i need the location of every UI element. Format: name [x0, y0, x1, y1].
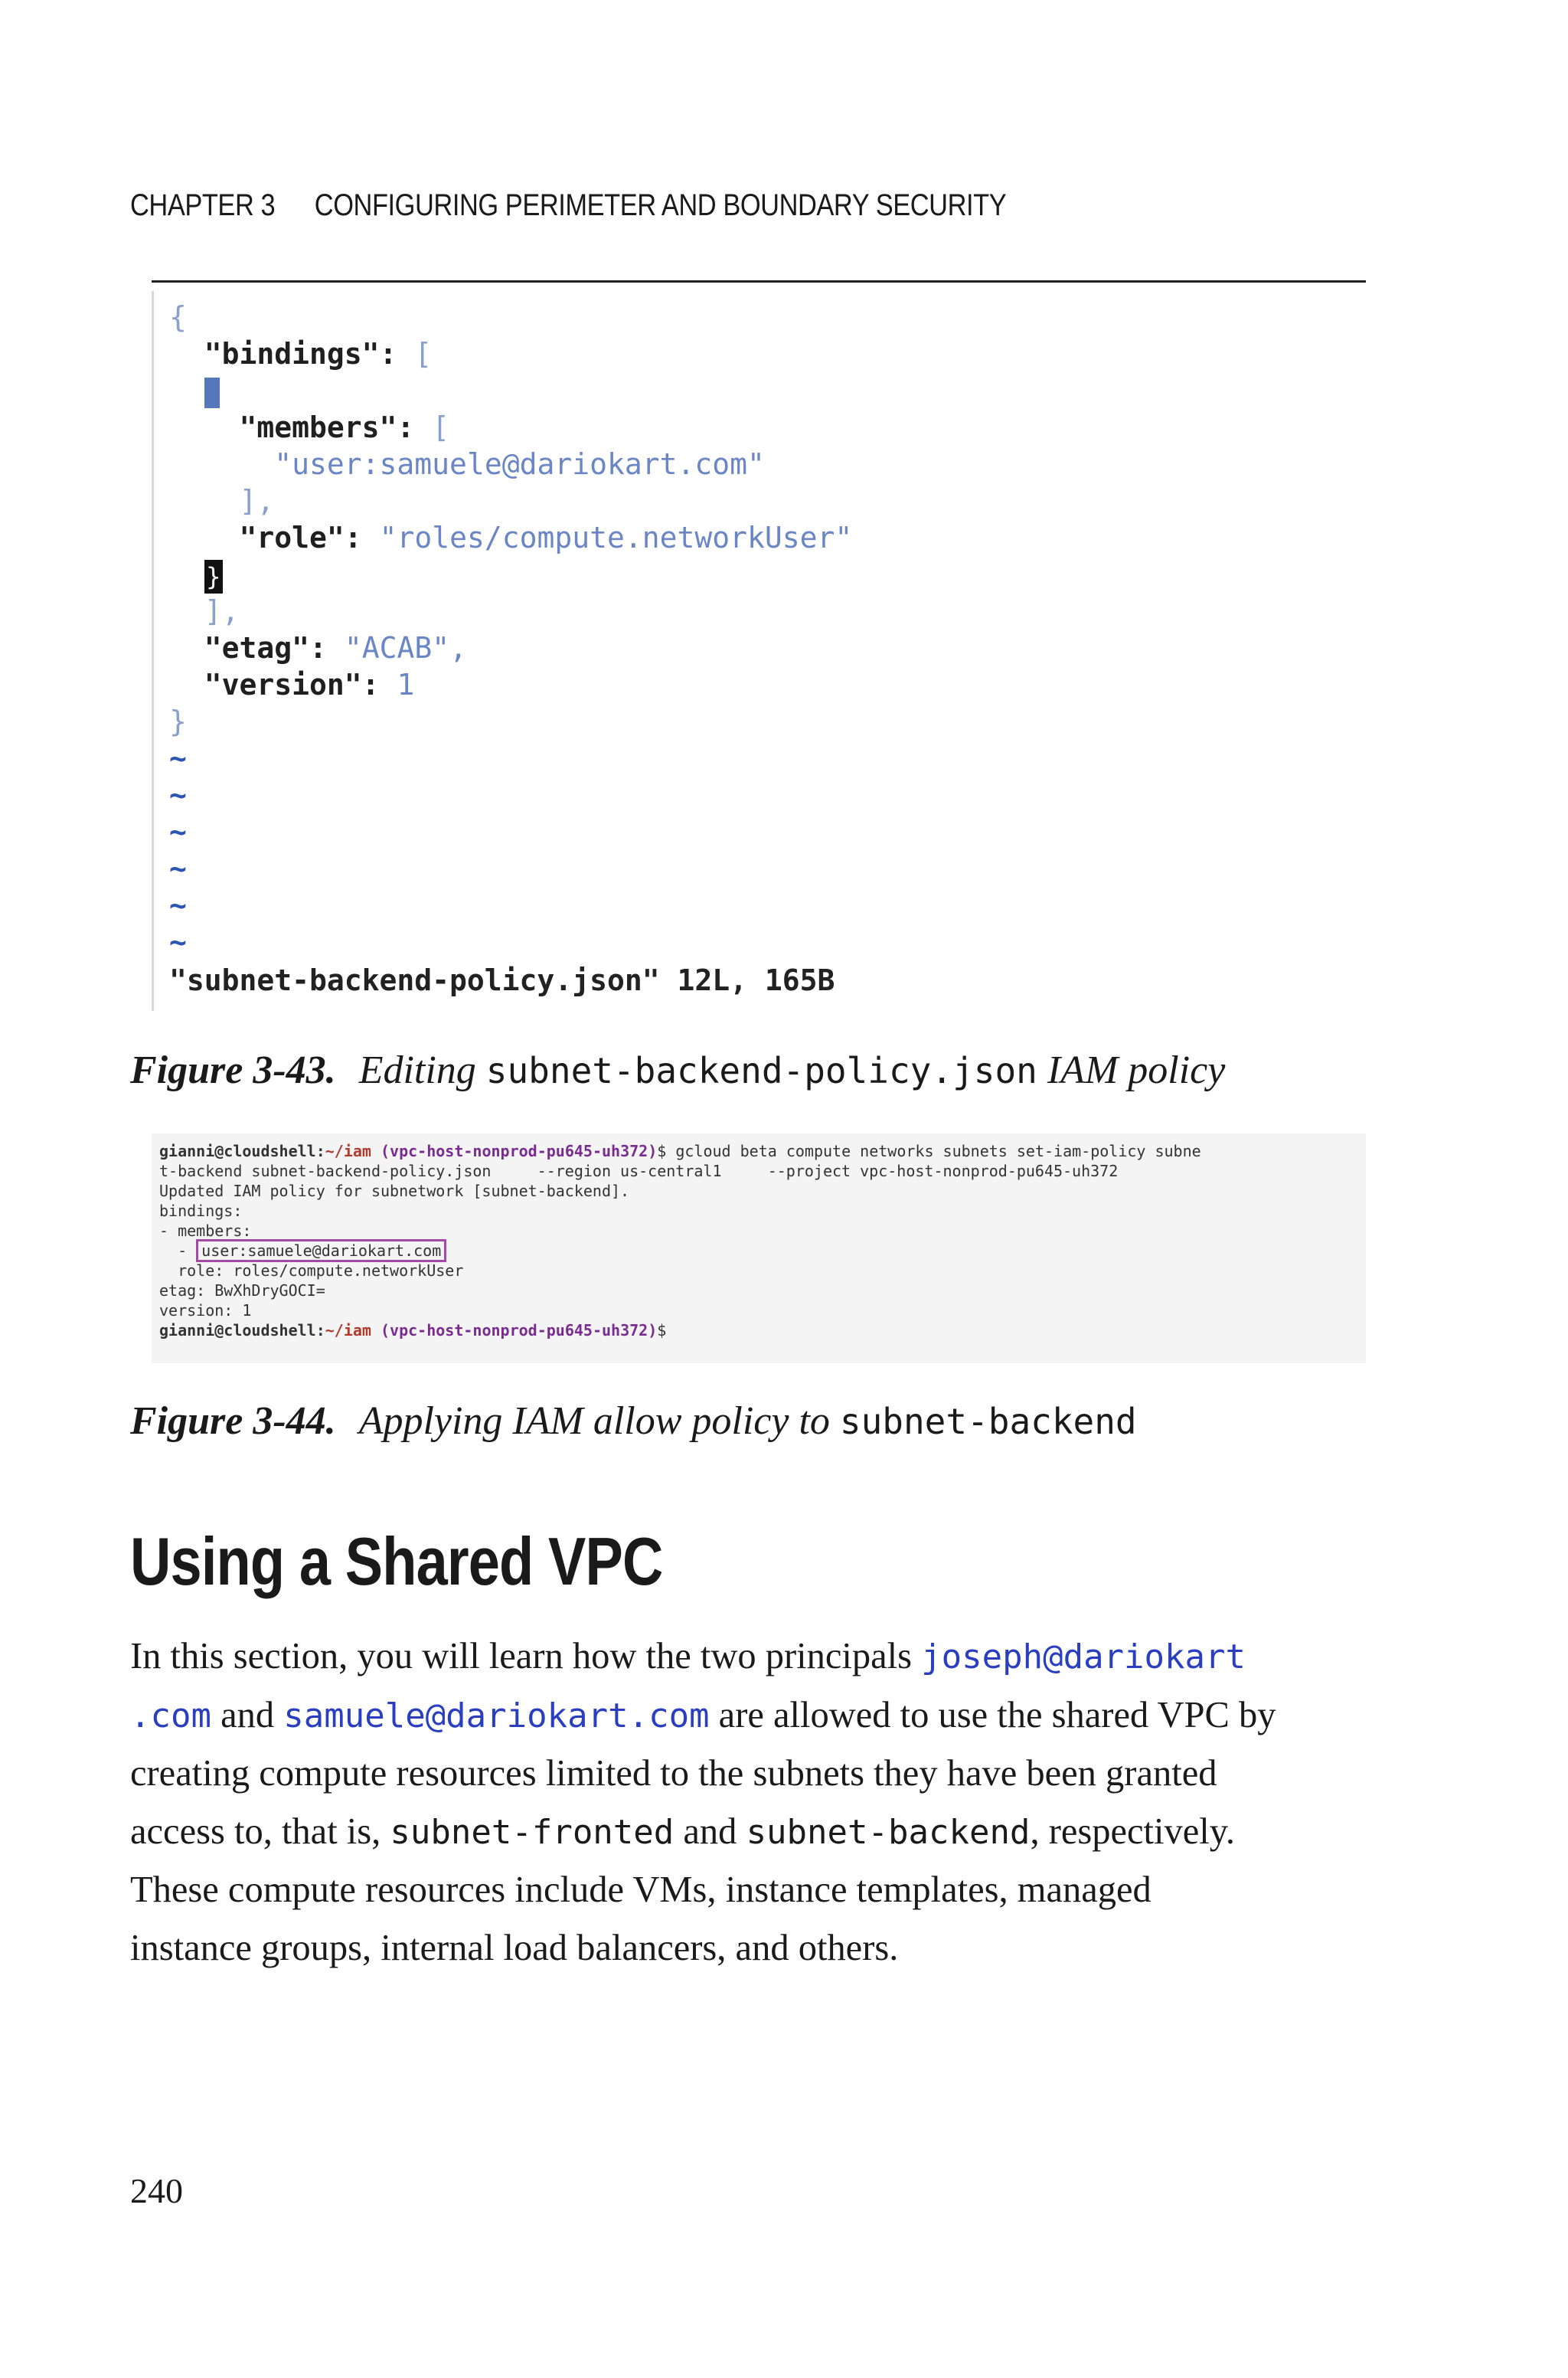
- paragraph-line: instance groups, internal load balancers, and others.: [130, 1927, 899, 1968]
- chapter-label: CHAPTER 3: [130, 188, 276, 222]
- terminal-line-6: - user:samuele@dariokart.com: [159, 1241, 446, 1261]
- editor-line-1: {: [169, 300, 187, 334]
- running-head: [130, 188, 1006, 223]
- terminal-line-9: version: 1: [159, 1301, 252, 1320]
- cursor-block: }: [204, 560, 223, 594]
- editor-line-9: ],: [204, 594, 240, 628]
- cursor-highlight: [204, 378, 220, 408]
- editor-line-3: [169, 372, 220, 409]
- editor-line-4: "members": [: [239, 411, 450, 444]
- terminal-line-2: t-backend subnet-backend-policy.json --region us-central1 --project vpc-host-nonprod-pu645-uh372: [159, 1162, 1119, 1180]
- paragraph-line: .com and samuele@dariokart.com are allowed to use the shared VPC by: [130, 1694, 1276, 1735]
- highlighted-member: user:samuele@dariokart.com: [196, 1239, 446, 1262]
- terminal-line-10: gianni@cloudshell:~/iam (vpc-host-nonprod-pu645-uh372)$: [159, 1321, 667, 1339]
- header-rule: [152, 280, 1366, 283]
- editor-line-7: "role": "roles/compute.networkUser": [239, 521, 853, 554]
- editor-line-5: "user:samuele@dariokart.com": [274, 447, 765, 481]
- figure-3-43-caption: Figure 3-43. Editing subnet-backend-policy.json IAM policy: [130, 1048, 1226, 1092]
- paragraph-line: access to, that is, subnet-fronted and subnet-backend, respectively.: [130, 1810, 1235, 1852]
- caption-label: Figure 3-44.: [130, 1399, 336, 1443]
- email-link-samuele[interactable]: samuele@dariokart.com: [283, 1696, 710, 1735]
- editor-tilde: ~: [169, 815, 187, 849]
- paragraph-line: These compute resources include VMs, instance templates, managed: [130, 1869, 1152, 1910]
- editor-line-12: }: [169, 705, 187, 738]
- terminal-line-7: role: roles/compute.networkUser: [159, 1261, 464, 1280]
- chapter-title: CONFIGURING PERIMETER AND BOUNDARY SECURITY: [314, 188, 1007, 222]
- section-paragraph: [130, 1627, 1386, 1977]
- editor-tilde: ~: [169, 888, 187, 922]
- figure-3-44-terminal-screenshot: [152, 1133, 1366, 1363]
- figure-3-43-editor-screenshot: [152, 291, 1368, 1011]
- editor-line-8: [169, 556, 223, 594]
- editor-tilde: ~: [169, 852, 187, 885]
- page-number: 240: [130, 2171, 183, 2210]
- paragraph-line: In this section, you will learn how the two principals joseph@dariokart: [130, 1636, 1246, 1676]
- figure-3-44-caption: Figure 3-44. Applying IAM allow policy to subnet-backend: [130, 1399, 1137, 1443]
- editor-line-2: "bindings": [: [204, 337, 433, 371]
- editor-tilde: ~: [169, 741, 187, 775]
- editor-status-line: "subnet-backend-policy.json" 12L, 165B: [169, 963, 835, 997]
- editor-line-6: ],: [239, 484, 275, 518]
- email-link-joseph-cont[interactable]: .com: [130, 1696, 211, 1735]
- terminal-line-5: - members:: [159, 1222, 252, 1240]
- email-link-joseph[interactable]: joseph@dariokart: [921, 1637, 1246, 1676]
- editor-line-11: "version": 1: [204, 668, 415, 702]
- paragraph-line: creating compute resources limited to the subnets they have been granted: [130, 1753, 1217, 1794]
- editor-tilde: ~: [169, 778, 187, 812]
- editor-tilde: ~: [169, 925, 187, 959]
- caption-label: Figure 3-43.: [130, 1048, 336, 1092]
- terminal-line-1: gianni@cloudshell:~/iam (vpc-host-nonprod-pu645-uh372)$ gcloud beta compute networks subnets set-iam-policy subne: [159, 1142, 1201, 1160]
- section-heading: Using a Shared VPC: [130, 1523, 663, 1599]
- terminal-line-4: bindings:: [159, 1202, 243, 1220]
- editor-line-10: "etag": "ACAB",: [204, 631, 467, 665]
- terminal-line-3: Updated IAM policy for subnetwork [subnet-backend].: [159, 1182, 630, 1200]
- terminal-line-8: etag: BwXhDryGOCI=: [159, 1281, 325, 1300]
